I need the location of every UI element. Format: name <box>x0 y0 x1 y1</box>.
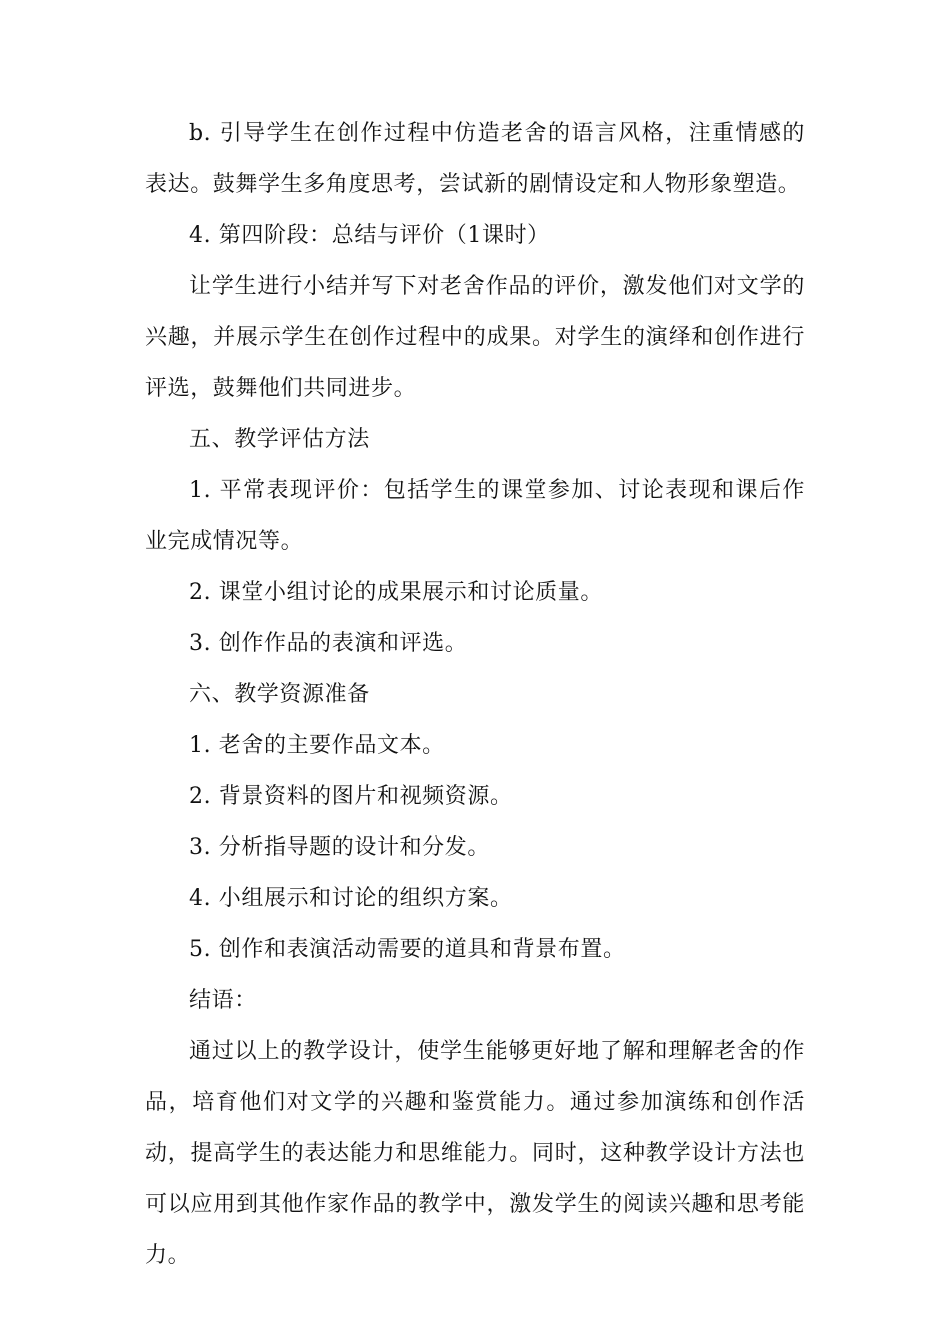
paragraph-creative-guidance: b. 引导学生在创作过程中仿造老舍的语言风格，注重情感的表达。鼓舞学生多角度思考，尝试新的剧情设定和人物形象塑造。 <box>145 121 805 197</box>
list-item-resource-4: 4. 小组展示和讨论的组织方案。 <box>189 886 513 911</box>
document-body <box>145 108 805 1281</box>
paragraph-stage-four-body: 让学生进行小结并写下对老舍作品的评价，激发他们对文学的兴趣，并展示学生在创作过程中的成果。对学生的演绎和创作进行评选，鼓舞他们共同进步。 <box>145 274 805 401</box>
list-item-resource-2: 2. 背景资料的图片和视频资源。 <box>189 784 513 809</box>
list-item-assessment-2: 2. 课堂小组讨论的成果展示和讨论质量。 <box>189 580 603 605</box>
list-item-assessment-3: 3. 创作作品的表演和评选。 <box>189 631 468 656</box>
conclusion-body: 通过以上的教学设计，使学生能够更好地了解和理解老舍的作品，培育他们对文学的兴趣和鉴赏能力。通过参加演练和创作活动，提高学生的表达能力和思维能力。同时，这种教学设计方法也可以应用到其他作家作品的教学中，激发学生的阅读兴趣和思考能力。 <box>145 1039 805 1268</box>
section-heading-assessment: 五、教学评估方法 <box>189 427 370 452</box>
list-item-assessment-1: 1. 平常表现评价：包括学生的课堂参加、讨论表现和课后作业完成情况等。 <box>145 478 805 554</box>
list-item-resource-1: 1. 老舍的主要作品文本。 <box>189 733 445 758</box>
paragraph-stage-four-heading: 4. 第四阶段：总结与评价（1课时） <box>189 223 550 248</box>
list-item-resource-5: 5. 创作和表演活动需要的道具和背景布置。 <box>189 937 626 962</box>
list-item-resource-3: 3. 分析指导题的设计和分发。 <box>189 835 490 860</box>
conclusion-heading: 结语： <box>189 988 257 1013</box>
section-heading-resources: 六、教学资源准备 <box>189 682 370 707</box>
